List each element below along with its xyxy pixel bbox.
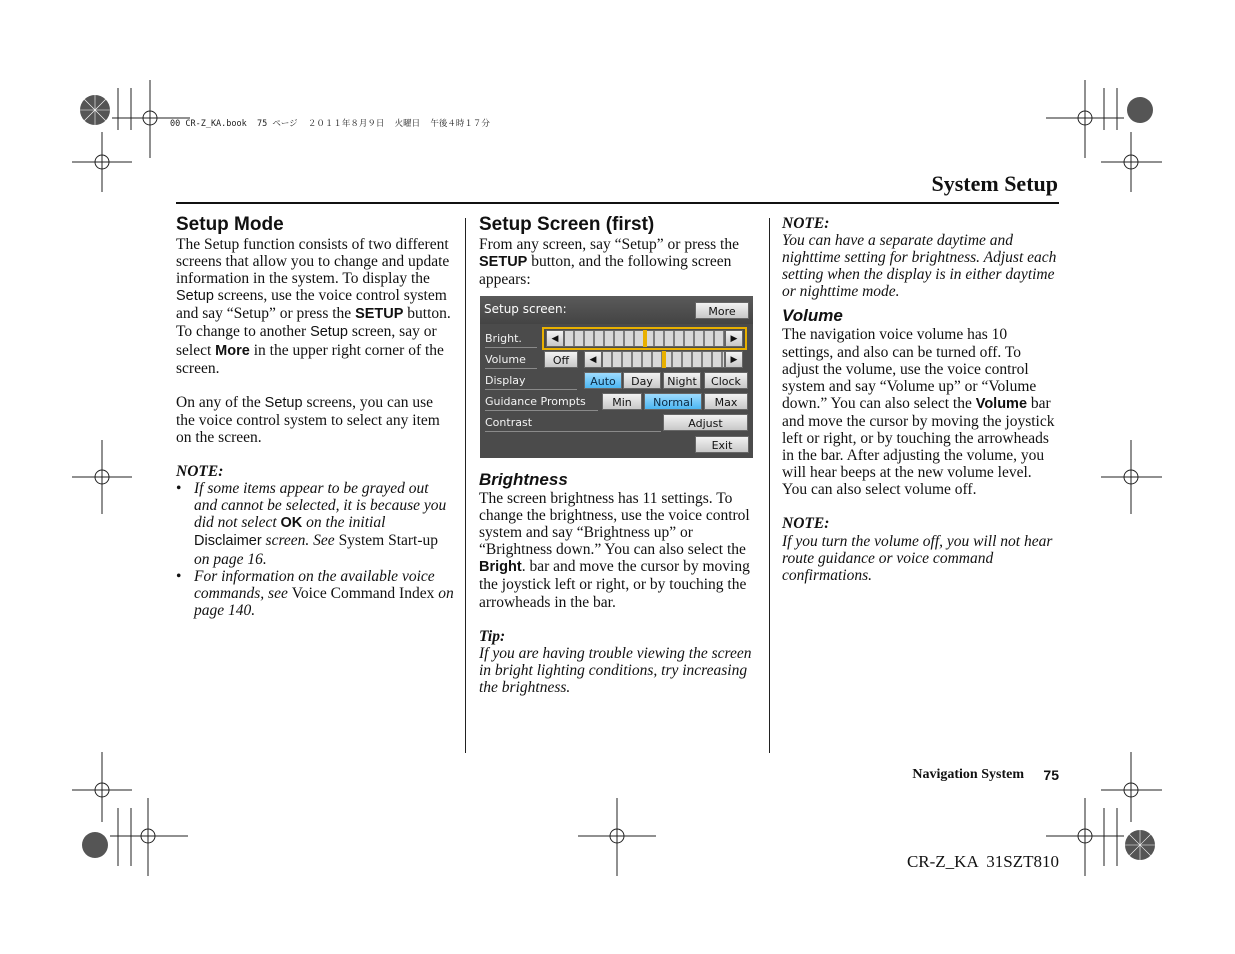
brightness-heading: Brightness (479, 470, 568, 489)
bright-left-arrow[interactable]: ◀ (546, 330, 564, 347)
column-setup-screen (479, 214, 755, 288)
note-label: NOTE: (176, 463, 224, 481)
note-bullets (176, 480, 454, 619)
more-button[interactable]: More (695, 302, 749, 319)
brightness-cursor (643, 330, 647, 347)
display-auto-button[interactable]: Auto (584, 372, 622, 389)
footer-section: Navigation System (912, 767, 1024, 782)
column-brightness (479, 470, 755, 696)
page-title: System Setup (931, 171, 1058, 196)
guidance-max-button[interactable]: Max (704, 393, 748, 410)
volume-note-text: If you turn the volume off, you will not hear route guidance or voice command confirmations. (782, 532, 1053, 584)
volume-off-button[interactable]: Off (544, 351, 578, 368)
note-label: NOTE: (782, 515, 830, 533)
setup-screens-paragraph: On any of the Setup screens, you can use the voice control system to select any item on the screen. (176, 393, 440, 446)
tip-text: If you are having trouble viewing the screen in bright lighting conditions, try increasing the brightness. (479, 644, 752, 696)
print-file-header: 00 CR-Z_KA.book 75 ページ ２０１１年８月９日 火曜日 午後４時１７分 (170, 119, 490, 129)
setup-mode-heading: Setup Mode (176, 214, 284, 235)
column-setup-mode (176, 214, 454, 619)
guidance-min-button[interactable]: Min (602, 393, 642, 410)
guidance-normal-button[interactable]: Normal (644, 393, 702, 410)
display-night-button[interactable]: Night (663, 372, 701, 389)
contrast-adjust-button[interactable]: Adjust (663, 414, 748, 431)
volume-label: Volume (485, 351, 537, 369)
display-day-button[interactable]: Day (623, 372, 661, 389)
guidance-prompts-label: Guidance Prompts (485, 393, 598, 411)
brightness-paragraph: The screen brightness has 11 settings. To change the brightness, use the voice control system and say “Brightness up” or “Brightness down.” You can also select the Bright. bar and move the cursor by moving the joystick left or right, or by touching the arrowheads in the bar. (479, 490, 750, 611)
setup-screen-image (480, 296, 753, 458)
column-volume (782, 215, 1060, 584)
contrast-label: Contrast (485, 414, 661, 432)
bright-right-arrow[interactable]: ▶ (725, 330, 743, 347)
title-rule (176, 202, 1059, 204)
tip-label: Tip: (479, 627, 506, 645)
exit-button[interactable]: Exit (695, 436, 749, 453)
bright-label: Bright. (485, 330, 537, 348)
volume-cursor (662, 351, 666, 368)
volume-left-arrow[interactable]: ◀ (584, 351, 602, 368)
display-clock-button[interactable]: Clock (704, 372, 748, 389)
footer-page-number: 75 (1043, 767, 1059, 783)
screen-title: Setup screen: (484, 302, 567, 316)
footer-document-code: CR-Z_KA 31SZT810 (906, 852, 1059, 871)
setup-screen-heading: Setup Screen (first) (479, 214, 655, 235)
display-label: Display (485, 372, 577, 390)
list-item: • If some items appear to be grayed out and cannot be selected, it is because you did not select OK on the initial Disclaimer screen. See System Start-up on page 16. (176, 480, 454, 567)
setup-screen-intro: From any screen, say “Setup” or press the SETUP button, and the following screen appears: (479, 236, 739, 289)
volume-paragraph: The navigation voice volume has 10 settings, and also can be turned off. To adjust the volume, use the voice control system and say “Volume up” or “Volume down.” You can also select the Volume bar and move the cursor by moving the joystick left or right, or by touching the arrowheads in the bar. After adjusting the volume, you will hear beeps at the new volume level. You can also select volume off. (782, 326, 1055, 499)
list-item: • For information on the available voice commands, see Voice Command Index on page 140. (176, 568, 454, 619)
volume-heading: Volume (782, 306, 843, 326)
brightness-note-text: You can have a separate daytime and nighttime setting for brightness. Adjust each setting when the display is in either daytime or nighttime mode. (782, 232, 1057, 301)
setup-mode-paragraph: The Setup function consists of two different screens that allow you to change and update information in the system. To display the Setup screens, use the voice control system and say “Setup” or press the SETUP button. To change to another Setup screen, say or select More in the upper right corner of the screen. (176, 236, 451, 377)
column-divider-1 (465, 218, 466, 753)
volume-right-arrow[interactable]: ▶ (725, 351, 743, 368)
column-divider-2 (769, 218, 770, 753)
note-label: NOTE: (782, 215, 830, 232)
